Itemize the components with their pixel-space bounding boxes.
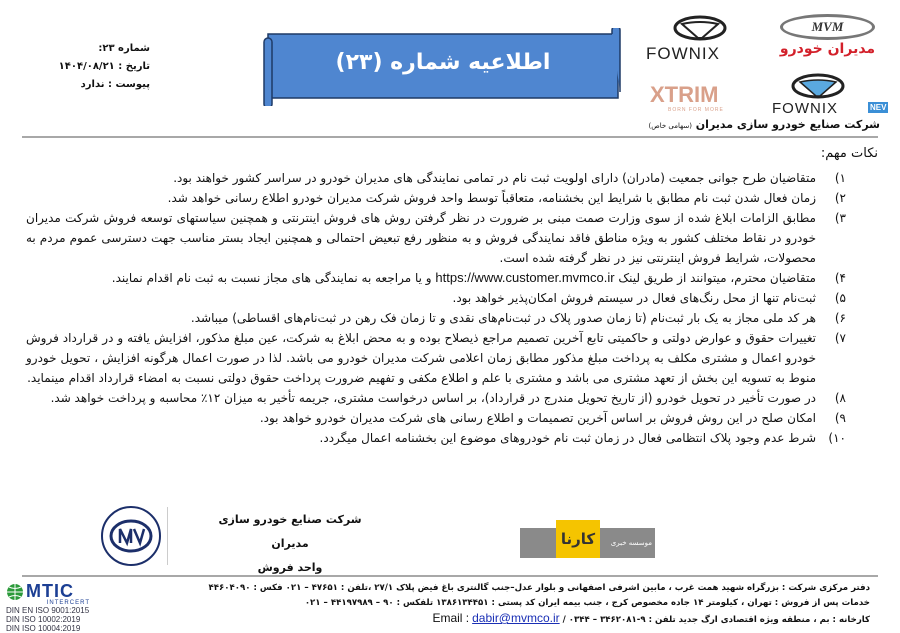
item-text: متقاضیان طرح جوانی جمعیت (مادران) دارای اولویت ثبت نام در تمامی نمایندگی های مدیران خودرو در سراسر کشور خواهند بود. — [173, 171, 816, 185]
mvm-logo: MVM — [780, 14, 875, 40]
footer-after-sales: خدمات پس از فروش : تهران ، کیلومتر ۱۴ جاده مخصوص کرج ، جنب بیمه ایران کد پستی : ۱۳۸۶۱۳۴۴۵۱ تلفکس : ۹۰ – ۴۴۱۹۷۹۸۹ – ۰۲۱ — [304, 598, 870, 608]
signature-unit: واحد فروش — [257, 561, 323, 574]
registration-link[interactable]: https://www.customer.mvmco.ir — [435, 270, 615, 285]
signature-company: شرکت صنایع خودرو سازی مدیران — [218, 513, 362, 550]
email-link[interactable]: dabir@mvmco.ir — [472, 611, 560, 625]
mtic-sub: INTERCERT — [46, 600, 90, 606]
item-text: و یا مراجعه به نمایندگی های مجاز نسبت به ثبت نام اقدام نمایند. — [111, 271, 432, 285]
item-number: ۵) — [834, 291, 846, 305]
item-number: ۱) — [834, 171, 846, 185]
item-text: تغییرات حقوق و عوارض دولتی و حاکمیتی تابع آخرین تصمیم مراجع ذیصلاح بوده و به محض ابلاغ به شرکت، عین مبلغ مذکور، افزایش یافته و در قرارداد فروش خودرو اعمال و مشتری مکلف به پرداخت مبلغ مذکور مطابق زمان اعلامی شرکت مدیران خودرو می باشد. لذا در صورت اعمال هرگونه افزایش ، تحویل خودرو منوط به تسویه این بخش از تعهد مشتری می باشد و مشتری با علم و اطلاع مکفی و تفهیم ضرورت پرداخت حقوق دولتی نسبت به امضاء قرارداد اقدام مینماید. — [26, 331, 816, 385]
list-item — [26, 328, 846, 388]
item-text: هر کد ملی مجاز به یک بار ثبت‌نام (تا زمان صدور پلاک در ثبت‌نام‌های نقدی و تا زمان فک رهن در ثبت‌نام‌های اقساطی) میباشد. — [190, 311, 816, 325]
list-item — [26, 208, 846, 268]
item-text: زمان فعال شدن ثبت نام مطابق با شرایط این بخشنامه، متعاقباً توسط واحد فروش شرکت مدیران خودرو اطلاع رسانی خواهد شد. — [167, 191, 816, 205]
company-seal-icon — [100, 505, 162, 567]
item-text: مطابق الزامات ابلاغ شده از سوی وزارت صمت مبنی بر ضرورت در نظر گرفتن روش های فروش اینترنتی و همچنین سیاستهای توسعه فروش شرکت مدیران خودرو در نقاط مختلف کشور به ویژه مناطق فاقد نمایندگی فروش و به منظور رفع تبعیض احتمالی و همچنین ایجاد بستر مناسب جهت دسترسی عموم مردم به محصولات، شرایط فروش اینترنتی نیز در نظر گرفته شده است. — [26, 211, 816, 265]
mtic-brand: MTIC — [26, 581, 74, 601]
karna-logo — [520, 528, 655, 558]
mtic-logo — [6, 581, 90, 633]
announcement-title: اطلاعیه شماره (۲۳) — [335, 49, 551, 75]
item-text: متقاضیان محترم، میتوانند از طریق لینک — [618, 271, 816, 285]
list-item — [26, 388, 846, 408]
notes-list — [26, 168, 846, 448]
footer-contact — [208, 581, 870, 628]
item-text: ثبت‌نام تنها از محل رنگ‌های فعال در سیستم فروش امکان‌پذیر خواهد بود. — [452, 291, 816, 305]
list-item — [26, 188, 846, 208]
xtrim-tagline: BORN FOR MORE — [668, 107, 724, 113]
email-label: Email : — [432, 611, 470, 625]
letter-attachment: پیوست : ندارد — [80, 79, 150, 90]
iso-10002: DIN ISO 10002:2019 — [6, 615, 81, 624]
fownix-nev-logo: FOWNIX — [772, 100, 838, 117]
fownix-nev-emblem-icon — [790, 72, 846, 100]
nev-badge: NEV — [870, 103, 887, 112]
company-name: شرکت صنایع خودرو سازی مدیران — [695, 118, 880, 131]
globe-icon — [6, 583, 24, 601]
list-item — [26, 168, 846, 188]
item-text: شرط عدم وجود پلاک انتظامی فعال در زمان ثبت نام خودروهای موضوع این بخشنامه اعمال میگردد. — [319, 431, 816, 445]
karna-name: کارنا — [556, 520, 600, 558]
company-header — [649, 118, 880, 131]
company-type: (سهامی خاص) — [648, 122, 692, 130]
item-number: ۷) — [834, 331, 846, 345]
signature-divider — [167, 507, 168, 565]
iso-10004: DIN ISO 10004:2019 — [6, 624, 81, 633]
item-number: ۲) — [834, 191, 846, 205]
notes-title: نکات مهم: — [820, 146, 878, 161]
item-number: ۶) — [834, 311, 846, 325]
signature-block — [200, 508, 380, 580]
factory-address: کارخانه : بم ، منطقه ویژه اقتصادی ارگ جدید تلفن : ۹-۳۴۶۲۰۸۱ – ۰۳۴۴ / — [562, 615, 870, 625]
item-number: ۸) — [834, 391, 846, 405]
letter-meta — [40, 40, 150, 94]
footer-divider — [22, 575, 878, 577]
footer-head-office: دفتر مرکزی شرکت : بزرگراه شهید همت غرب ، مابین اشرفی اصفهانی و بلوار عدل–جنب گالنتری باغ فیض پلاک ۲۷/۱ ،تلفن : ۴۷۶۵۱ – ۰۲۱ فکس : ۴۴۶۰۴۰۹۰ — [208, 583, 870, 593]
fownix-emblem-icon — [672, 14, 728, 42]
karna-label: موسسه خبری — [610, 539, 652, 547]
item-number: ۹) — [834, 411, 846, 425]
item-text: در صورت تأخیر در تحویل خودرو (از تاریخ تحویل مندرج در قرارداد)، بر اساس درخواست مشتری، جریمه تأخیر به میزان ۱۲٪ محاسبه و پرداخت خواهد شد. — [50, 391, 816, 405]
header-divider — [22, 136, 878, 138]
list-item — [26, 288, 846, 308]
item-number: ۱۰) — [828, 431, 846, 445]
list-item — [26, 408, 846, 428]
mvm-text-logo: مدیران خودرو — [779, 41, 876, 57]
list-item — [26, 428, 846, 448]
footer-factory — [208, 611, 870, 628]
item-number: ۴) — [834, 271, 846, 285]
list-item — [26, 308, 846, 328]
xtrim-logo: XTRIM — [650, 82, 719, 107]
letter-date: تاریخ : ۱۴۰۴/۰۸/۲۱ — [58, 61, 150, 72]
iso-9001: DIN EN ISO 9001:2015 — [6, 606, 90, 615]
list-item — [26, 268, 846, 288]
item-text: امکان صلح در این روش فروش بر اساس آخرین تصمیمات و اطلاع رسانی های شرکت مدیران خودرو خواهد بود. — [259, 411, 816, 425]
letter-number: شماره ۲۳: — [98, 43, 150, 54]
fownix-logo: FOWNIX — [646, 44, 720, 63]
item-number: ۳) — [834, 211, 846, 225]
